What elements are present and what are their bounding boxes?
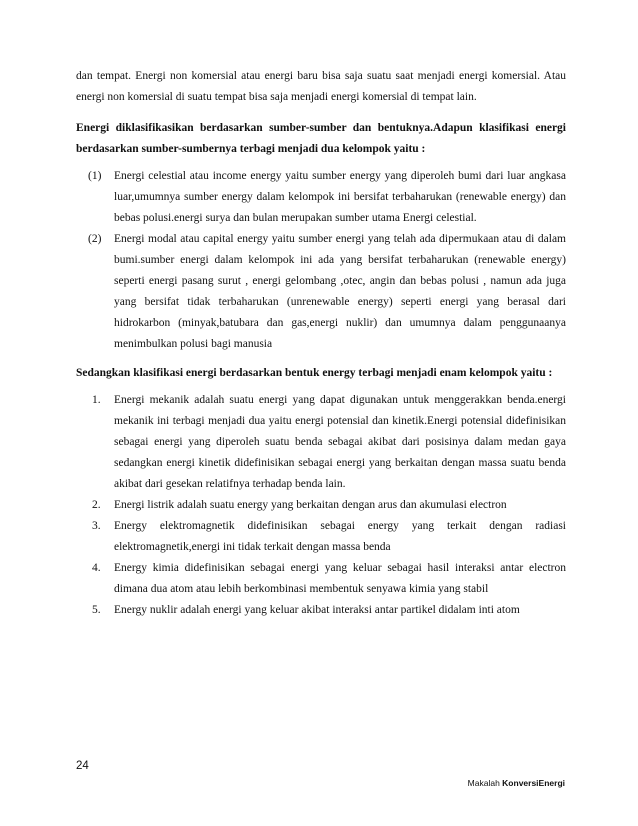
list-item [76,516,566,558]
list-marker: 1. [92,394,101,406]
list-item [76,495,566,516]
form-classification-list [76,390,566,621]
list-item [76,558,566,600]
list-marker: 5. [92,604,101,616]
list-item [76,600,566,621]
list-item-text: Energi celestial atau income energy yaitu sumber energy yang diperoleh bumi dari luar angkasa luar,umumnya sumber energy dalam kelompok ini bersifat terbaharukan (renewable energy) dan bebas polusi.energi surya dan bulan merupakan sumber utama Energi celestial. [114,170,566,224]
footer [468,778,565,788]
list-marker: (1) [88,170,102,182]
list-item-text: Energy elektromagnetik didefinisikan sebagai energy yang terkait dengan radiasi elektromagnetik,energi ini tidak terkait dengan massa benda [114,520,566,553]
footer-title: KonversiEnergi [502,778,565,788]
list-item-text: Energy kimia didefinisikan sebagai energi yang keluar sebagai hasil interaksi antar electron dimana dua atom atau lebih berkombinasi membentuk senyawa kimia yang stabil [114,562,566,595]
list-marker: 4. [92,562,101,574]
source-classification-list [76,166,566,355]
list-item [76,166,566,229]
page-content [76,66,566,621]
list-marker: 3. [92,520,101,532]
list-marker: (2) [88,233,102,245]
list-item [76,390,566,495]
classification-heading: Energi diklasifikasikan berdasarkan sumber-sumber dan bentuknya.Adapun klasifikasi energi berdasarkan sumber-sumbernya terbagi menjadi dua kelompok yaitu : [76,122,566,155]
intro-paragraph: dan tempat. Energi non komersial atau energi baru bisa saja suatu saat menjadi energi komersial. Atau energi non komersial di suatu tempat bisa saja menjadi energi komersial di tempat lain. [76,70,566,103]
form-classification-heading: Sedangkan klasifikasi energi berdasarkan bentuk energy terbagi menjadi enam kelompok yaitu : [76,367,553,379]
page-number: 24 [76,760,89,772]
list-item-text: Energy nuklir adalah energi yang keluar akibat interaksi antar partikel didalam inti atom [114,604,520,616]
list-item-text: Energi mekanik adalah suatu energi yang dapat digunakan untuk menggerakkan benda.energi mekanik ini terbagi menjadi dua yaitu energi potensial dan kinetik.Energi potensial didefinisikan sebagai energi yang diperoleh suatu benda sebagai akibat dari posisinya dalam medan gaya sedangkan energi kinetik didefinisikan sebagai energi yang berkaitan dengan massa suatu benda akibat dari gesekan relatifnya terhadap benda lain. [114,394,566,490]
list-marker: 2. [92,499,101,511]
footer-prefix: Makalah [467,778,503,788]
list-item-text: Energi listrik adalah suatu energy yang berkaitan dengan arus dan akumulasi electron [114,499,507,511]
list-item-text: Energi modal atau capital energy yaitu sumber energi yang telah ada dipermukaan atau di dalam bumi.sumber energi dalam kelompok ini ada yang bersifat terbaharukan (renewable energy) seperti energi pasang surut , energi gelombang ,otec, angin dan bebas polusi , namun ada juga yang bersifat tidak terbaharukan (unrenewable energy) seperti energi yang berasal dari hidrokarbon (minyak,batubara dan gas,energi nuklir) dan umumnya dalam penggunaanya menimbulkan polusi bagi manusia [114,233,566,350]
list-item [76,229,566,355]
